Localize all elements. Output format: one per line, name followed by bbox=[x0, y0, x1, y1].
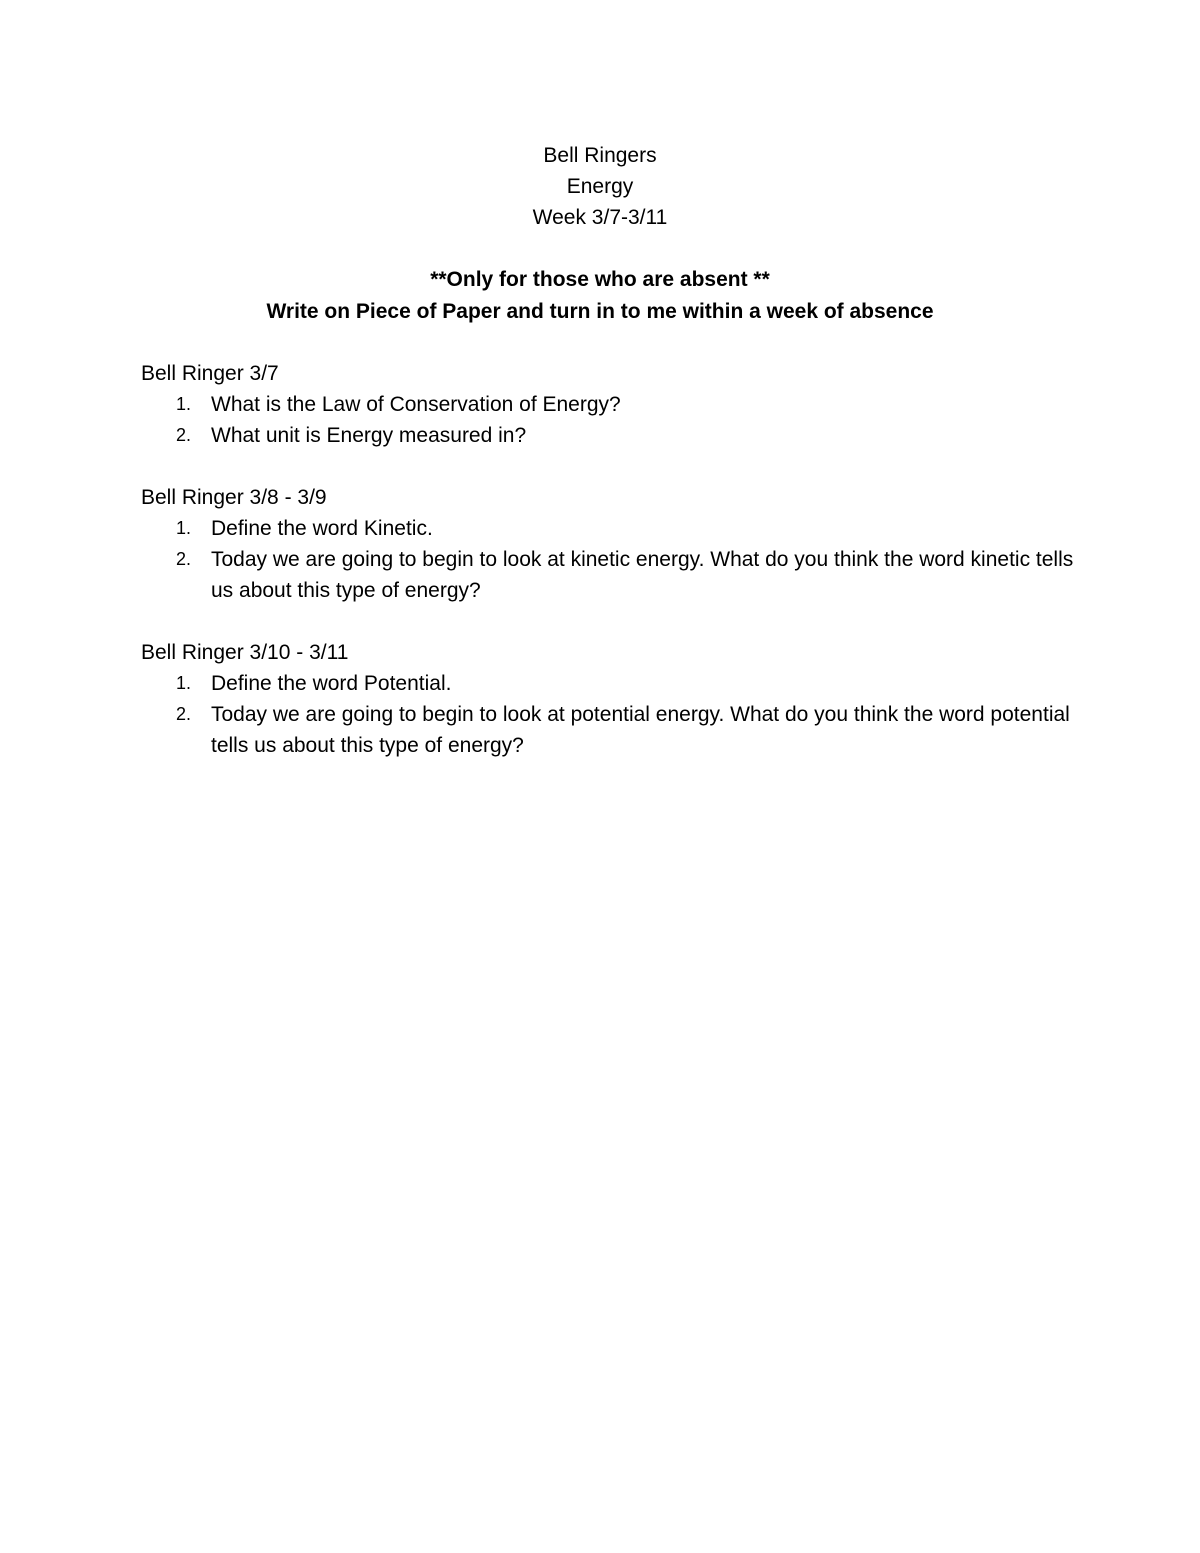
question-text: Today we are going to begin to look at potential energy. What do you think the word potential tells us about this type of energy? bbox=[211, 703, 1070, 757]
list-item bbox=[141, 389, 1081, 420]
bell-ringer-section-1 bbox=[141, 358, 1081, 451]
list-item bbox=[141, 420, 1081, 451]
question-text: Define the word Kinetic. bbox=[211, 517, 433, 540]
question-number: 1. bbox=[176, 518, 192, 538]
absence-notice-line-2: Write on Piece of Paper and turn in to me within a week of absence bbox=[266, 300, 934, 323]
question-text: Define the word Potential. bbox=[211, 672, 452, 695]
bell-ringer-section-2 bbox=[141, 482, 1081, 606]
bell-ringer-section-3 bbox=[141, 637, 1081, 761]
question-text: Today we are going to begin to look at kinetic energy. What do you think the word kinetic tells us about this type of energy? bbox=[211, 548, 1074, 602]
document-week: Week 3/7-3/11 bbox=[532, 206, 668, 229]
absence-notice-line-1: **Only for those who are absent ** bbox=[430, 268, 770, 291]
question-list bbox=[141, 389, 1081, 451]
section-title: Bell Ringer 3/10 - 3/11 bbox=[141, 641, 349, 664]
question-list bbox=[141, 668, 1081, 761]
section-title: Bell Ringer 3/7 bbox=[141, 362, 279, 385]
question-text: What unit is Energy measured in? bbox=[211, 424, 527, 447]
question-number: 2. bbox=[176, 704, 192, 724]
question-text: What is the Law of Conservation of Energy? bbox=[211, 393, 621, 416]
question-number: 1. bbox=[176, 394, 192, 414]
list-item bbox=[141, 544, 1081, 606]
section-title: Bell Ringer 3/8 - 3/9 bbox=[141, 486, 327, 509]
absence-notice bbox=[0, 264, 1200, 328]
question-number: 2. bbox=[176, 425, 192, 445]
question-list bbox=[141, 513, 1081, 606]
list-item bbox=[141, 699, 1081, 761]
list-item bbox=[141, 668, 1081, 699]
list-item bbox=[141, 513, 1081, 544]
document-header bbox=[0, 140, 1200, 233]
document-subject: Energy bbox=[566, 175, 634, 198]
document-title: Bell Ringers bbox=[543, 144, 657, 167]
question-number: 2. bbox=[176, 549, 192, 569]
question-number: 1. bbox=[176, 673, 192, 693]
